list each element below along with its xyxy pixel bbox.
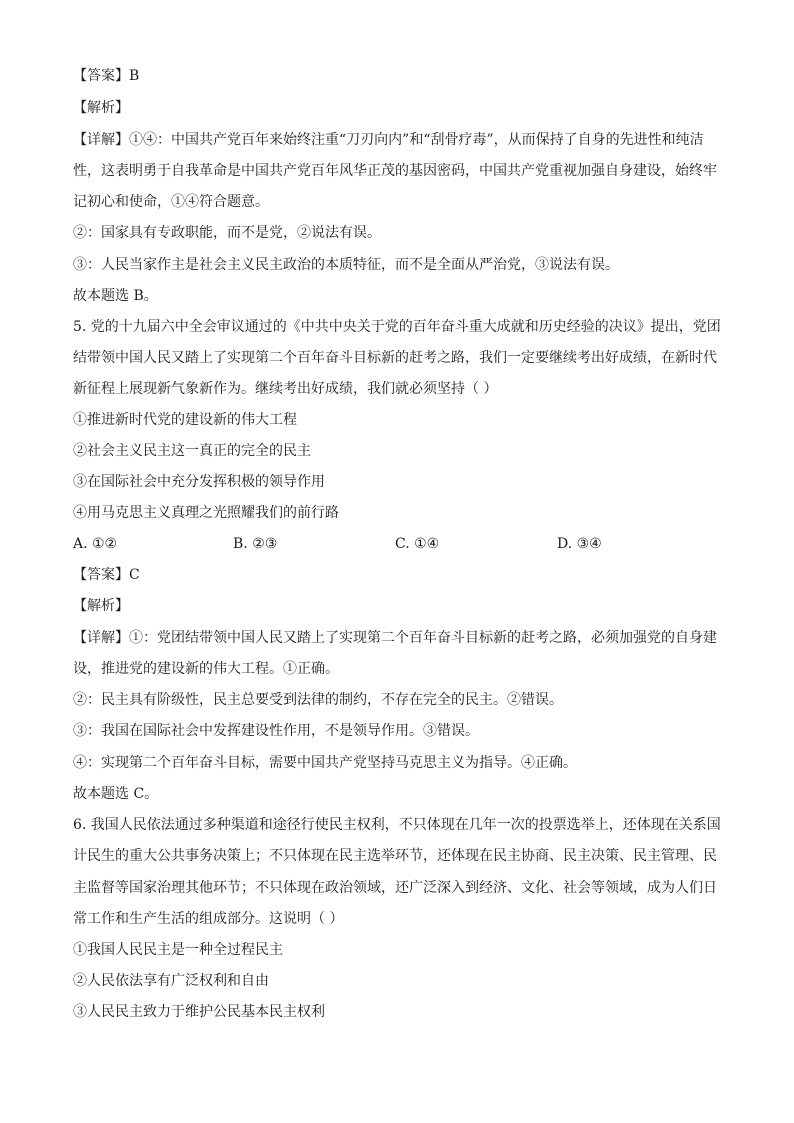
q5-option-b: B. ②③: [233, 536, 278, 552]
q6-stem-line-1: 6. 我国人民依法通过多种渠道和途径行使民主权利，不只体现在几年一次的投票选举上，还体现在关系国: [73, 817, 721, 833]
q6-item-1: ①我国人民民主是一种全过程民主: [73, 942, 283, 958]
q4-detail-line-1: 【详解】①④：中国共产党百年来始终注重“刀刃向内”和“刮骨疗毒”，从而保持了自身的先进性和纯洁: [73, 132, 704, 148]
q4-detail-line-3: 记初心和使命，①④符合题意。: [73, 194, 269, 210]
q4-analysis-heading: 【解析】: [73, 100, 129, 116]
q5-stem-line-3: 新征程上展现新气象新作为。继续考出好成绩，我们就必须坚持（ ）: [73, 381, 498, 397]
q5-point-3: ③：我国在国际社会中发挥建设性作用，不是领导作用。③错误。: [73, 723, 479, 739]
q6-item-2: ②人民依法享有广泛权利和自由: [73, 973, 269, 989]
q5-point-2: ②：民主具有阶级性，民主总要受到法律的制约，不存在完全的民主。②错误。: [73, 692, 563, 708]
q5-item-2: ②社会主义民主这一真正的完全的民主: [73, 443, 311, 459]
q4-detail-line-2: 性，这表明勇于自我革命是中国共产党百年风华正茂的基因密码，中国共产党重视加强自身建设，始终牢: [73, 163, 717, 179]
q6-stem-line-2: 计民生的重大公共事务决策上；不只体现在民主选举环节，还体现在民主协商、民主决策、民主管理、民: [73, 848, 717, 864]
q5-stem-line-1: 5. 党的十九届六中全会审议通过的《中共中央关于党的百年奋斗重大成就和历史经验的决议》提出，党团: [73, 319, 721, 335]
q6-stem-line-3: 主监督等国家治理其他环节；不只体现在政治领域，还广泛深入到经济、文化、社会等领域，成为人们日: [73, 880, 717, 896]
q5-stem-line-2: 结带领中国人民又踏上了实现第二个百年奋斗目标新的赶考之路，我们一定要继续考出好成绩，在新时代: [73, 350, 717, 366]
q5-option-a: A. ①②: [73, 536, 118, 552]
q5-detail-line-2: 设，推进党的建设新的伟大工程。①正确。: [73, 661, 339, 677]
q5-analysis-heading: 【解析】: [73, 598, 129, 614]
q5-item-4: ④用马克思主义真理之光照耀我们的前行路: [73, 505, 339, 521]
q4-point-3: ③：人民当家作主是社会主义民主政治的本质特征，而不是全面从严治党，③说法有误。: [73, 257, 619, 273]
q5-answer: 【答案】C: [73, 567, 140, 583]
q6-stem-line-4: 常工作和生产生活的组成部分。这说明（ ）: [73, 911, 344, 927]
q4-point-2: ②：国家具有专政职能，而不是党，②说法有误。: [73, 225, 381, 241]
q5-option-c: C. ①④: [395, 536, 440, 552]
q5-detail-line-1: 【详解】①：党团结带领中国人民又踏上了实现第二个百年奋斗目标新的赶考之路，必须加强党的自身建: [73, 630, 717, 646]
q5-conclusion: 故本题选 C。: [73, 786, 159, 802]
q4-answer: 【答案】B: [73, 68, 140, 84]
q5-item-1: ①推进新时代党的建设新的伟大工程: [73, 412, 297, 428]
q5-point-4: ④：实现第二个百年奋斗目标，需要中国共产党坚持马克思主义为指导。④正确。: [73, 755, 577, 771]
q6-item-3: ③人民民主致力于维护公民基本民主权利: [73, 1004, 325, 1020]
q4-conclusion: 故本题选 B。: [73, 288, 158, 304]
q5-option-d: D. ③④: [557, 536, 602, 552]
q5-item-3: ③在国际社会中充分发挥积极的领导作用: [73, 474, 325, 490]
